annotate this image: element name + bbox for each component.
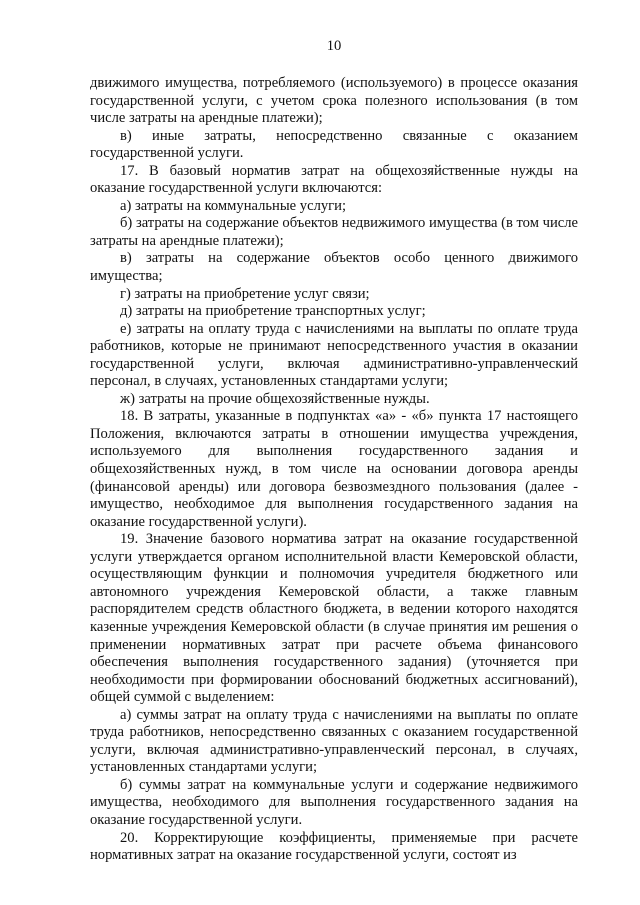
paragraph: 17. В базовый норматив затрат на общехозяйственные нужды на оказание государственной услуги включаются: [90,162,578,197]
paragraph: движимого имущества, потребляемого (используемого) в процессе оказания государственной услуги, с учетом срока полезного использования (в том числе затраты на арендные платежи); [90,75,578,127]
paragraph: ж) затраты на прочие общехозяйственные нужды. [120,390,430,407]
paragraph: 19. Значение базового норматива затрат на оказание государственной услуги утверждается органом исполнительной власти Кемеровской области, осуществляющим функции и полномочия учредителя бюджетного или автономного учреждения Кемеровской области, а также главным распорядителем средств областного бюджета, в ведении которого находятся казенные учреждения Кемеровской области (в случае принятия им решения о применении нормативных затрат при расчете объема финансового обеспечения выполнения государственного задания) (уточняется при необходимости при формировании обоснований бюджетных ассигнований), общей суммой с выделением: [90,531,578,706]
paragraph: д) затраты на приобретение транспортных услуг; [120,303,426,320]
paragraph: б) суммы затрат на коммунальные услуги и содержание недвижимого имущества, необходимого для выполнения государственного задания на оказание государственной услуги. [90,776,578,828]
page-number: 10 [326,38,342,54]
paragraph: в) иные затраты, непосредственно связанные с оказанием государственной услуги. [90,127,578,162]
paragraph: 18. В затраты, указанные в подпунктах «а» - «б» пункта 17 настоящего Положения, включаются затраты в отношении имущества учреждения, используемого для выполнения государственного задания и общехозяйственных нужд, в том числе на основании договора аренды (финансовой аренды) или договора безвозмездного пользования (далее - имущество, необходимое для выполнения государственного задания на оказание государственной услуги). [90,408,578,530]
paragraph: 20. Корректирующие коэффициенты, применяемые при расчете нормативных затрат на оказание государственной услуги, состоят из [90,829,578,864]
paragraph: в) затраты на содержание объектов особо ценного движимого имущества; [90,250,578,285]
paragraph: а) затраты на коммунальные услуги; [120,197,347,214]
paragraph: е) затраты на оплату труда с начислениями на выплаты по оплате труда работников, которые не принимают непосредственного участия в оказании государственной услуги, включая административно-управленческий персонал, в случаях, установленных стандартами услуги; [90,320,578,390]
paragraph: б) затраты на содержание объектов недвижимого имущества (в том числе затраты на арендные платежи); [90,215,578,249]
paragraph: г) затраты на приобретение услуг связи; [120,285,370,302]
paragraph: а) суммы затрат на оплату труда с начислениями на выплаты по оплате труда работников, непосредственно связанных с оказанием государственной услуги, включая административно-управленческий персонал, в случаях, установленных стандартами услуги; [90,706,578,776]
document-page [90,38,578,865]
document-body [90,75,578,865]
